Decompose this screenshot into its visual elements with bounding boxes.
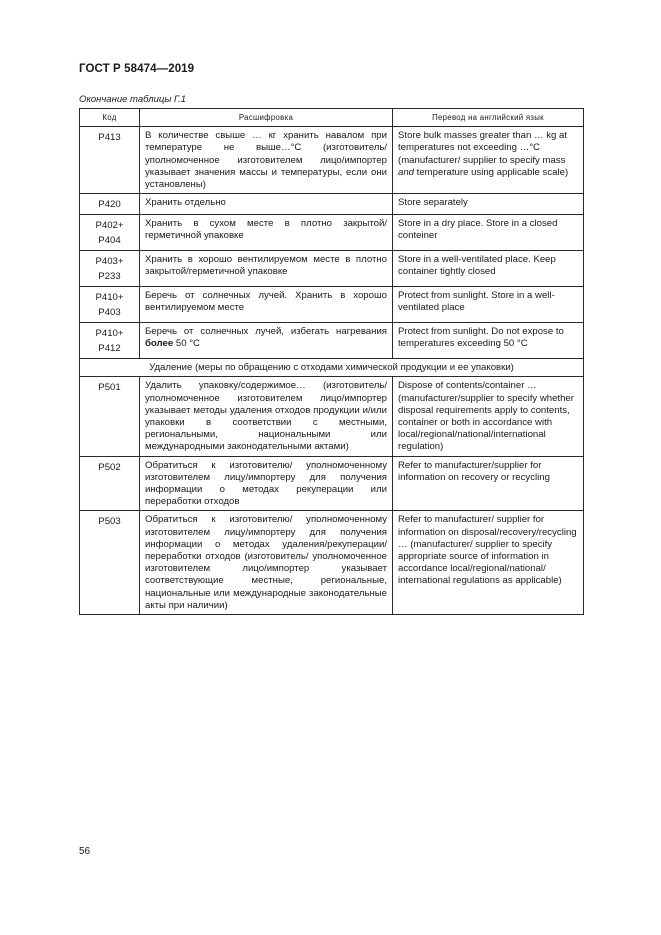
table-row <box>80 127 584 194</box>
table-row <box>80 377 584 456</box>
table-row <box>80 456 584 511</box>
column-header-code: Код <box>80 109 140 127</box>
table-caption: Окончание таблицы Г.1 <box>79 94 187 105</box>
code-cell <box>80 511 140 615</box>
decoding-cell: В количестве свыше … кг хранить навалом при температуре не выше…°С (изготовитель/ уполномоченное изготовителем лицо/импортер указывает значения массы и температуры, если они установлены) <box>140 127 393 194</box>
code-cell <box>80 323 140 359</box>
code-value: P403 <box>98 307 121 319</box>
decoding-cell: Обратиться к изготовителю/ уполномоченному изготовителем лицу/импортеру для получения информации о методах рекуперации или переработки отходов <box>140 456 393 511</box>
translation-cell: Dispose of contents/container … (manufacturer/supplier to specify whether disposal requirements apply to contents, container or both in accordance with local/regional/national/international regulation) <box>393 377 584 456</box>
code-value: P413 <box>98 132 121 144</box>
code-value: P403+ <box>95 256 124 268</box>
translation-cell: Store in a dry place. Store in a closed conteiner <box>393 215 584 251</box>
translation-text-part: Store bulk masses greater than … kg at temperatures not exceeding …°C (manufacturer/ supplier to specify mass <box>398 130 568 166</box>
translation-text-part: and <box>398 166 415 178</box>
decoding-text-part: более <box>145 338 174 350</box>
decoding-cell: Удалить упаковку/содержимое… (изготовитель/ уполномоченное изготовителем лицо/импортер указывает методы удаления отходов продукции и/или упаковки в соответствии с местными, региональными, национальными или международными законодательными актами) <box>140 377 393 456</box>
translation-cell: Protect from sunlight. Store in a well-ventilated place <box>393 287 584 323</box>
column-header-translation: Перевод на английский язык <box>393 109 584 127</box>
table-row <box>80 215 584 251</box>
code-value: P233 <box>98 271 121 283</box>
decoding-text-part: Беречь от солнечных лучей, избегать нагревания <box>145 326 387 338</box>
section-heading: Удаление (меры по обращению с отходами химической продукции и ее упаковки) <box>80 359 584 377</box>
decoding-cell: Хранить в хорошо вентилируемом месте в плотно закрытой/герметичной упаковке <box>140 251 393 287</box>
code-cell <box>80 251 140 287</box>
decoding-cell: Обратиться к изготовителю/ уполномоченному изготовителем лицу/импортеру для получения информации о методах удаления/рекуперации/переработки отходов (изготовитель/ уполномоченное изготовителем лицо/импортер указывает соответствующие местные, региональные, национальные или международные законодательные акты при наличии) <box>140 511 393 615</box>
translation-cell <box>393 127 584 194</box>
code-value: P420 <box>98 199 121 211</box>
translation-cell: Refer to manufacturer/ supplier for information on disposal/recovery/recycling … (manufacturer/ supplier to specify appropriate source of information in accordance local/regional/national/ international regulations as applicable) <box>393 511 584 615</box>
code-cell <box>80 127 140 194</box>
translation-cell: Store in a well-ventilated place. Keep container tightly closed <box>393 251 584 287</box>
code-value: P410+ <box>95 328 124 340</box>
decoding-cell: Беречь от солнечных лучей. Хранить в хорошо вентилируемом месте <box>140 287 393 323</box>
translation-text-part: temperature using applicable scale) <box>414 166 569 178</box>
decoding-cell: Хранить отдельно <box>140 194 393 215</box>
table-body <box>80 127 584 615</box>
code-value: P410+ <box>95 292 124 304</box>
table-row <box>80 194 584 215</box>
document-header: ГОСТ Р 58474—2019 <box>79 63 195 75</box>
table-row <box>80 251 584 287</box>
table-row <box>80 323 584 359</box>
code-value: P503 <box>98 516 121 528</box>
code-value: P412 <box>98 343 121 355</box>
table-row <box>80 287 584 323</box>
code-cell <box>80 377 140 456</box>
code-cell <box>80 456 140 511</box>
page-number: 56 <box>79 846 91 857</box>
table-row <box>80 511 584 615</box>
translation-cell: Protect from sunlight. Do not expose to temperatures exceeding 50 °C <box>393 323 584 359</box>
code-value: P404 <box>98 235 121 247</box>
code-value: P402+ <box>95 220 124 232</box>
table-section-row <box>80 359 584 377</box>
table-header-row <box>80 109 584 127</box>
translation-cell: Store separately <box>393 194 584 215</box>
column-header-decoding: Расшифровка <box>140 109 393 127</box>
hazard-precaution-table <box>79 108 584 615</box>
code-cell <box>80 215 140 251</box>
decoding-cell: Хранить в сухом месте в плотно закрытой/герметичной упаковке <box>140 215 393 251</box>
decoding-cell <box>140 323 393 359</box>
code-value: P501 <box>98 382 121 394</box>
code-value: P502 <box>98 461 121 473</box>
code-cell <box>80 194 140 215</box>
code-cell <box>80 287 140 323</box>
decoding-text-part: 50 °C <box>173 338 200 350</box>
translation-cell: Refer to manufacturer/supplier for information on recovery or recycling <box>393 456 584 511</box>
